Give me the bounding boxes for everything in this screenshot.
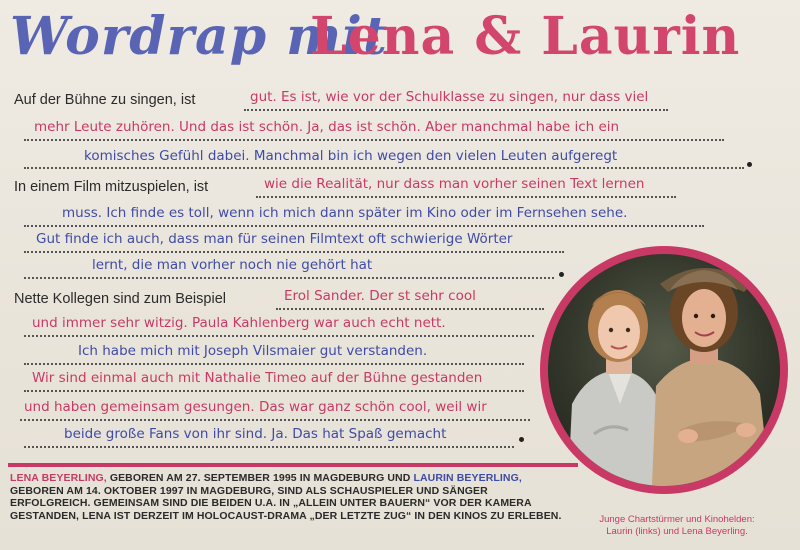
- prompt-singing: Auf der Bühne zu singen, ist: [14, 92, 196, 108]
- end-bullet: [519, 437, 524, 442]
- answer-line: gut. Es ist, wie vor der Schulklasse zu singen, nur dass viel: [250, 89, 649, 105]
- caption-line: Junge Chartstürmer und Kinohelden:: [599, 514, 755, 525]
- bio-text: GEBOREN AM 27. SEPTEMBER 1995 IN MAGDEBURG UND: [106, 472, 414, 484]
- divider-bar: [8, 463, 578, 467]
- end-bullet: [747, 162, 752, 167]
- answer-line: wie die Realität, nur dass man vorher seinen Text lernen: [264, 176, 645, 192]
- answer-line: beide große Fans von ihr sind. Ja. Das hat Spaß gemacht: [64, 426, 447, 442]
- portrait-illustration: [548, 254, 780, 486]
- article-title: [10, 0, 800, 78]
- answer-line: Wir sind einmal auch mit Nathalie Timeo auf der Bühne gestanden: [32, 370, 483, 386]
- answer-line: Ich habe mich mit Joseph Vilsmaier gut verstanden.: [78, 343, 428, 359]
- answer-line: Erol Sander. Der st sehr cool: [284, 288, 476, 304]
- dotted-rule: [24, 363, 524, 365]
- answer-line: und immer sehr witzig. Paula Kahlenberg war auch echt nett.: [32, 315, 446, 331]
- photo-caption: [572, 514, 782, 538]
- dotted-rule: [20, 419, 530, 421]
- dotted-rule: [24, 390, 524, 392]
- dotted-rule: [24, 446, 514, 448]
- dotted-rule: [244, 109, 668, 111]
- title-part-names: Lena & Laurin: [310, 6, 741, 67]
- answer-line: muss. Ich finde es toll, wenn ich mich dann später im Kino oder im Fernsehen sehe.: [62, 205, 628, 221]
- dotted-rule: [24, 335, 534, 337]
- dotted-rule: [24, 167, 744, 169]
- title-part-wordrap: Wordrap mit: [10, 6, 388, 67]
- end-bullet: [559, 272, 564, 277]
- answer-line: komisches Gefühl dabei. Manchmal bin ich wegen den vielen Leuten aufgeregt: [84, 148, 618, 164]
- answer-line: lernt, die man vorher noch nie gehört hat: [92, 257, 373, 273]
- bio-name-laurin: LAURIN BEYERLING,: [413, 472, 522, 484]
- dotted-rule: [24, 277, 554, 279]
- portrait-photo: [548, 254, 780, 486]
- bio-text: GEBOREN AM 14. OKTOBER 1997 IN MAGDEBURG, SIND ALS SCHAUSPIELER UND SÄNGER ERFOLGREICH. GEMEINSAM SIND DIE BEIDEN U.A. IN „ALLEIN UNTER BAUERN“ VOR DER KAMERA GESTANDEN, LENA IST DERZEIT IM HOLOCAUST-DRAMA „DER LETZTE ZUG“ IN DEN KINOS ZU ERLEBEN.: [10, 484, 562, 522]
- prompt-film: In einem Film mitzuspielen, ist: [14, 179, 209, 195]
- answer-line: Gut finde ich auch, dass man für seinen Filmtext oft schwierige Wörter: [36, 231, 513, 247]
- prompt-colleagues: Nette Kollegen sind zum Beispiel: [14, 291, 226, 307]
- bio-paragraph: [10, 472, 570, 522]
- bio-name-lena: LENA BEYERLING,: [10, 472, 107, 484]
- answer-line: mehr Leute zuhören. Und das ist schön. Ja, das ist schön. Aber manchmal habe ich ein: [34, 119, 620, 135]
- answer-line: und haben gemeinsam gesungen. Das war ganz schön cool, weil wir: [24, 399, 487, 415]
- dotted-rule: [24, 139, 724, 141]
- dotted-rule: [256, 196, 676, 198]
- caption-line: Laurin (links) und Lena Beyerling.: [606, 526, 748, 537]
- dotted-rule: [276, 308, 544, 310]
